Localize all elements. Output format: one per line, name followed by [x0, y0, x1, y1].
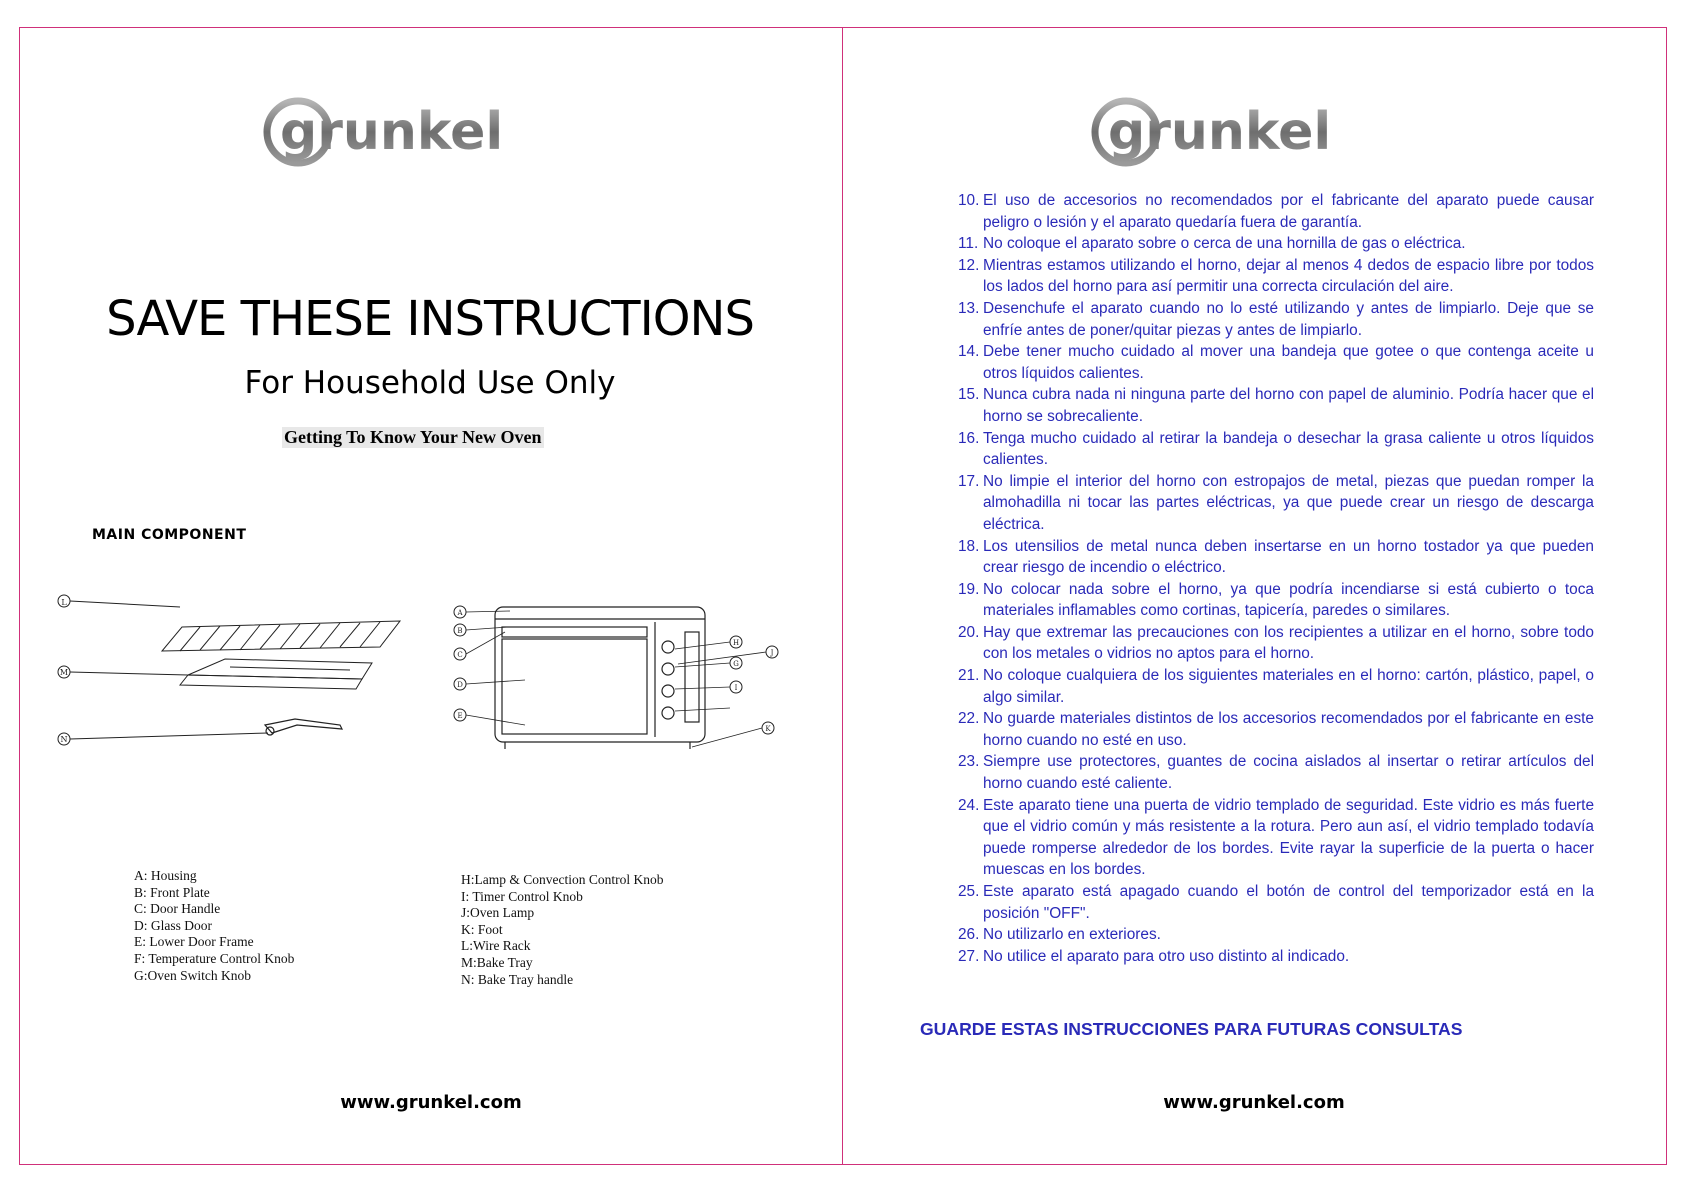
- rule-number: 21.: [958, 667, 980, 685]
- rule-number: 19.: [958, 580, 980, 598]
- safety-rules-list: [958, 190, 1594, 967]
- closing-notice: GUARDE ESTAS INSTRUCCIONES PARA FUTURAS CONSULTAS: [920, 1019, 1463, 1039]
- legend-item: A: Housing: [134, 868, 197, 883]
- legend-right: [461, 872, 663, 988]
- rule-text: Tenga mucho cuidado al retirar la bandeja o desechar la grasa caliente u otros líquidos calientes.: [983, 429, 1594, 469]
- rule-item: [958, 579, 1594, 622]
- rule-number: 13.: [958, 299, 980, 317]
- legend-item: M:Bake Tray: [461, 954, 533, 970]
- legend-item: L:Wire Rack: [461, 938, 531, 954]
- website-link[interactable]: www.grunkel.com: [1163, 1092, 1345, 1113]
- rule-text: Este aparato está apagado cuando el botón de control del temporizador está en la posición "OFF".: [983, 883, 1594, 922]
- callout-g-label: G: [733, 660, 739, 668]
- rule-item: [958, 233, 1594, 255]
- rule-item: [958, 924, 1594, 946]
- component-heading: MAIN COMPONENT: [92, 527, 247, 543]
- tray-handle-drawing: [265, 719, 342, 735]
- rule-item: [958, 255, 1594, 298]
- grunkel-logo: [260, 77, 600, 177]
- right-page: [843, 27, 1666, 1165]
- callout-k-label: K: [765, 725, 771, 733]
- rule-text: No guarde materiales distintos de los accesorios recomendados por el fabricante en este horno cuando no esté en uso.: [983, 710, 1594, 749]
- rule-text: No coloque cualquiera de los siguientes materiales en el horno: cartón, plástico, papel, o algo similar.: [983, 667, 1594, 706]
- rule-text: Los utensilios de metal nunca deben insertarse en un horno tostador ya que pueden crear riesgo de incendio o eléctrico.: [983, 537, 1594, 577]
- legend-item: E: Lower Door Frame: [134, 934, 254, 950]
- rule-text: No utilice el aparato para otro uso distinto al indicado.: [983, 947, 1350, 965]
- rule-number: 18.: [958, 537, 980, 555]
- callout-n-label: N: [60, 735, 68, 744]
- rule-number: 23.: [958, 753, 980, 771]
- rule-item: [958, 708, 1594, 751]
- oven-drawing: [495, 607, 705, 749]
- rule-number: 16.: [958, 429, 980, 447]
- logo-wordmark: grunkel: [280, 102, 504, 162]
- legend-item: G:Oven Switch Knob: [134, 967, 251, 983]
- callout-i-label: I: [734, 684, 738, 692]
- rule-number: 10.: [958, 192, 980, 209]
- legend-item: K: Foot: [461, 921, 503, 937]
- callout-c-label: C: [457, 651, 463, 659]
- rule-item: [958, 795, 1594, 881]
- legend-item: I: Timer Control Knob: [461, 888, 583, 904]
- oven-callout-lines: [466, 611, 766, 747]
- rule-text: Debe tener mucho cuidado al mover una bandeja que gotee o que contenga aceite u otros líquidos calientes.: [983, 343, 1594, 382]
- website-link[interactable]: www.grunkel.com: [340, 1092, 522, 1113]
- rule-item: [958, 946, 1594, 968]
- page-title: SAVE THESE INSTRUCTIONS: [106, 291, 754, 347]
- callout-h-label: H: [732, 639, 740, 647]
- rule-number: 22.: [958, 710, 980, 728]
- rule-text: Este aparato tiene una puerta de vidrio templado de seguridad. Este vidrio es más fuerte que el vidrio común y más resistente a la rotura. Pero aun así, el vidrio templado todavía puede romperse alrededor de los bordes. Evite rayar la superficie de la puerta o hacer muescas en los bordes.: [983, 796, 1594, 879]
- rule-text: No coloque el aparato sobre o cerca de una hornilla de gas o eléctrica.: [983, 235, 1466, 253]
- callout-b-label: B: [457, 627, 463, 635]
- rule-text: Desenchufe el aparato cuando no lo esté utilizando y antes de limpiarlo. Deje que se enfríe antes de poner/quitar piezas y antes de limpiarlo.: [983, 299, 1594, 339]
- rule-text: No utilizarlo en exteriores.: [983, 926, 1161, 944]
- rule-item: [958, 665, 1594, 708]
- left-page: [20, 27, 842, 1165]
- rule-number: 14.: [958, 343, 980, 361]
- rule-text: Hay que extremar las precauciones con los recipientes a utilizar en el horno, sobre todo con los metales o vidrios no aptos para el horno.: [983, 623, 1594, 663]
- callout-d-label: D: [457, 681, 463, 689]
- legend-item: D: Glass Door: [134, 917, 212, 933]
- bake-tray-drawing: [180, 659, 372, 689]
- legend-item: F: Temperature Control Knob: [134, 950, 295, 966]
- rule-text: Nunca cubra nada ni ninguna parte del horno con papel de aluminio. Podría hacer que el horno se sobrecaliente.: [983, 386, 1594, 425]
- callout-e-label: E: [457, 712, 463, 720]
- rule-number: 25.: [958, 883, 980, 900]
- rule-item: [958, 384, 1594, 427]
- page-subtitle: For Household Use Only: [244, 365, 616, 401]
- rule-text: Siempre use protectores, guantes de cocina aislados al insertar o retirar artículos del horno cuando esté caliente.: [983, 753, 1594, 793]
- wire-rack-drawing: [162, 621, 400, 651]
- legend-item: H:Lamp & Convection Control Knob: [461, 872, 664, 887]
- oven-callouts: [454, 606, 778, 734]
- rule-number: 24.: [958, 796, 980, 814]
- callout-l-label: L: [61, 598, 67, 607]
- rule-item: [958, 190, 1594, 233]
- logo-wordmark: grunkel: [1108, 102, 1332, 162]
- callout-j-label: J: [770, 649, 774, 657]
- logo-graphic: [1088, 77, 1428, 177]
- rule-number: 12.: [958, 256, 980, 274]
- legend-item: N: Bake Tray handle: [461, 971, 574, 987]
- section-heading: Getting To Know Your New Oven: [284, 427, 542, 447]
- callout-a-label: A: [457, 609, 463, 617]
- rule-item: [958, 622, 1594, 665]
- legend-item: B: Front Plate: [134, 884, 210, 900]
- rule-text: No colocar nada sobre el horno, ya que podría incendiarse si está cubierto o toca materiales inflamables como cortinas, tapicería, paredes o similares.: [983, 580, 1594, 620]
- rule-text: Mientras estamos utilizando el horno, dejar al menos 4 dedos de espacio libre por todos los lados del horno para así permitir una correcta circulación del aire.: [983, 256, 1594, 296]
- legend-item: C: Door Handle: [134, 901, 221, 917]
- grunkel-logo: [1088, 77, 1428, 177]
- rule-item: [958, 881, 1594, 924]
- rule-item: [958, 751, 1594, 794]
- rule-item: [958, 536, 1594, 579]
- rule-text: No limpie el interior del horno con estropajos de metal, piezas que puedan romper la almohadilla ni tocar las partes eléctricas, ya que puede crear un riesgo de descarga eléctrica.: [983, 472, 1594, 533]
- rule-item: [958, 298, 1594, 341]
- rule-text: El uso de accesorios no recomendados por el fabricante del aparato puede causar peligro o lesión y el aparato quedaría fuera de garantía.: [983, 192, 1594, 231]
- rule-number: 17.: [958, 472, 980, 490]
- legend-left: [134, 868, 294, 984]
- oven-components-diagram: [50, 598, 840, 827]
- rule-number: 15.: [958, 386, 980, 404]
- rule-number: 26.: [958, 926, 980, 944]
- rule-item: [958, 341, 1594, 384]
- rule-item: [958, 471, 1594, 536]
- rule-number: 27.: [958, 947, 980, 965]
- rule-number: 20.: [958, 623, 980, 641]
- callout-m-label: M: [59, 668, 69, 677]
- logo-graphic: [260, 77, 600, 177]
- rule-item: [958, 428, 1594, 471]
- legend-item: J:Oven Lamp: [461, 905, 535, 921]
- rule-number: 11.: [958, 235, 979, 253]
